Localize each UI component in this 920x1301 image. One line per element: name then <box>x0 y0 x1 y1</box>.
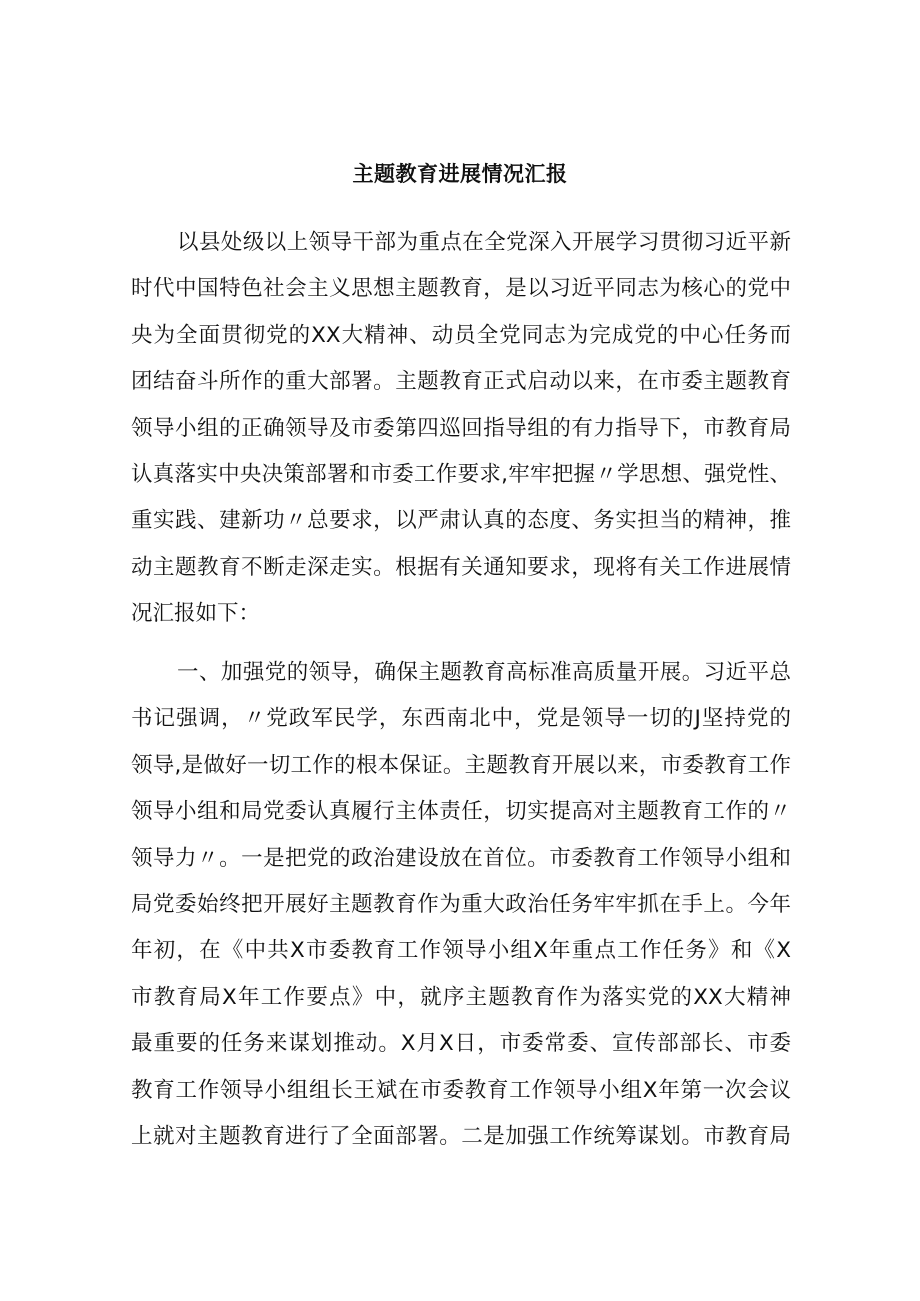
paragraph-line: 团结奋斗所作的重大部署。主题教育正式启动以来，在市委主题教育 <box>131 369 791 395</box>
paragraph-line: 最重要的任务来谋划推动。X月X日，市委常委、宣传部部长、市委 <box>131 1031 791 1057</box>
paragraph-line: 领导力〃。一是把党的政治建设放在首位。市委教育工作领导小组和 <box>131 845 791 871</box>
paragraph-line: 领导,是做好一切工作的根本保证。主题教育开展以来，市委教育工作 <box>131 752 791 778</box>
paragraph-line: 年初，在《中共X市委教育工作领导小组X年重点工作任务》和《X <box>131 938 791 964</box>
paragraph-line: 动主题教育不断走深走实。根据有关通知要求，现将有关工作进展情 <box>131 554 791 580</box>
paragraph-line: 书记强调，〃党政军民学，东西南北中，党是领导一切的J坚持党的 <box>131 706 791 732</box>
paragraph-line: 一、加强党的领导，确保主题教育高标准高质量开展。习近平总 <box>177 660 791 685</box>
paragraph-line: 认真落实中央决策部署和市委工作要求,牢牢把握〃学思想、强党性、 <box>131 462 791 487</box>
paragraph-line: 局党委始终把开展好主题教育作为重大政治任务牢牢抓在手上。今年 <box>131 892 791 917</box>
paragraph-line: 市教育局X年工作要点》中，就序主题教育作为落实党的XX大精神 <box>131 984 791 1010</box>
paragraph-line: 时代中国特色社会主义思想主题教育，是以习近平同志为核心的党中 <box>131 276 791 302</box>
paragraph-line: 央为全面贯彻党的XX大精神、动员全党同志为完成党的中心任务而 <box>131 322 791 348</box>
paragraph-line: 上就对主题教育进行了全面部署。二是加强工作统筹谋划。市教育局 <box>131 1124 791 1149</box>
paragraph-line: 教育工作领导小组组长王斌在市委教育工作领导小组X年第一次会议 <box>131 1077 791 1103</box>
paragraph-line: 以县处级以上领导干部为重点在全党深入开展学习贯彻习近平新 <box>177 230 791 255</box>
document-title: 主题教育进展情况汇报 <box>352 162 568 186</box>
paragraph-line: 领导小组和局党委认真履行主体责任，切实提高对主题教育工作的〃 <box>131 799 791 825</box>
paragraph-line: 况汇报如下： <box>131 601 261 627</box>
paragraph-line: 重实践、建新功〃总要求，以严肃认真的态度、务实担当的精神，推 <box>131 508 791 534</box>
paragraph-line: 领导小组的正确领导及市委第四巡回指导组的有力指导下，市教育局 <box>131 415 791 441</box>
